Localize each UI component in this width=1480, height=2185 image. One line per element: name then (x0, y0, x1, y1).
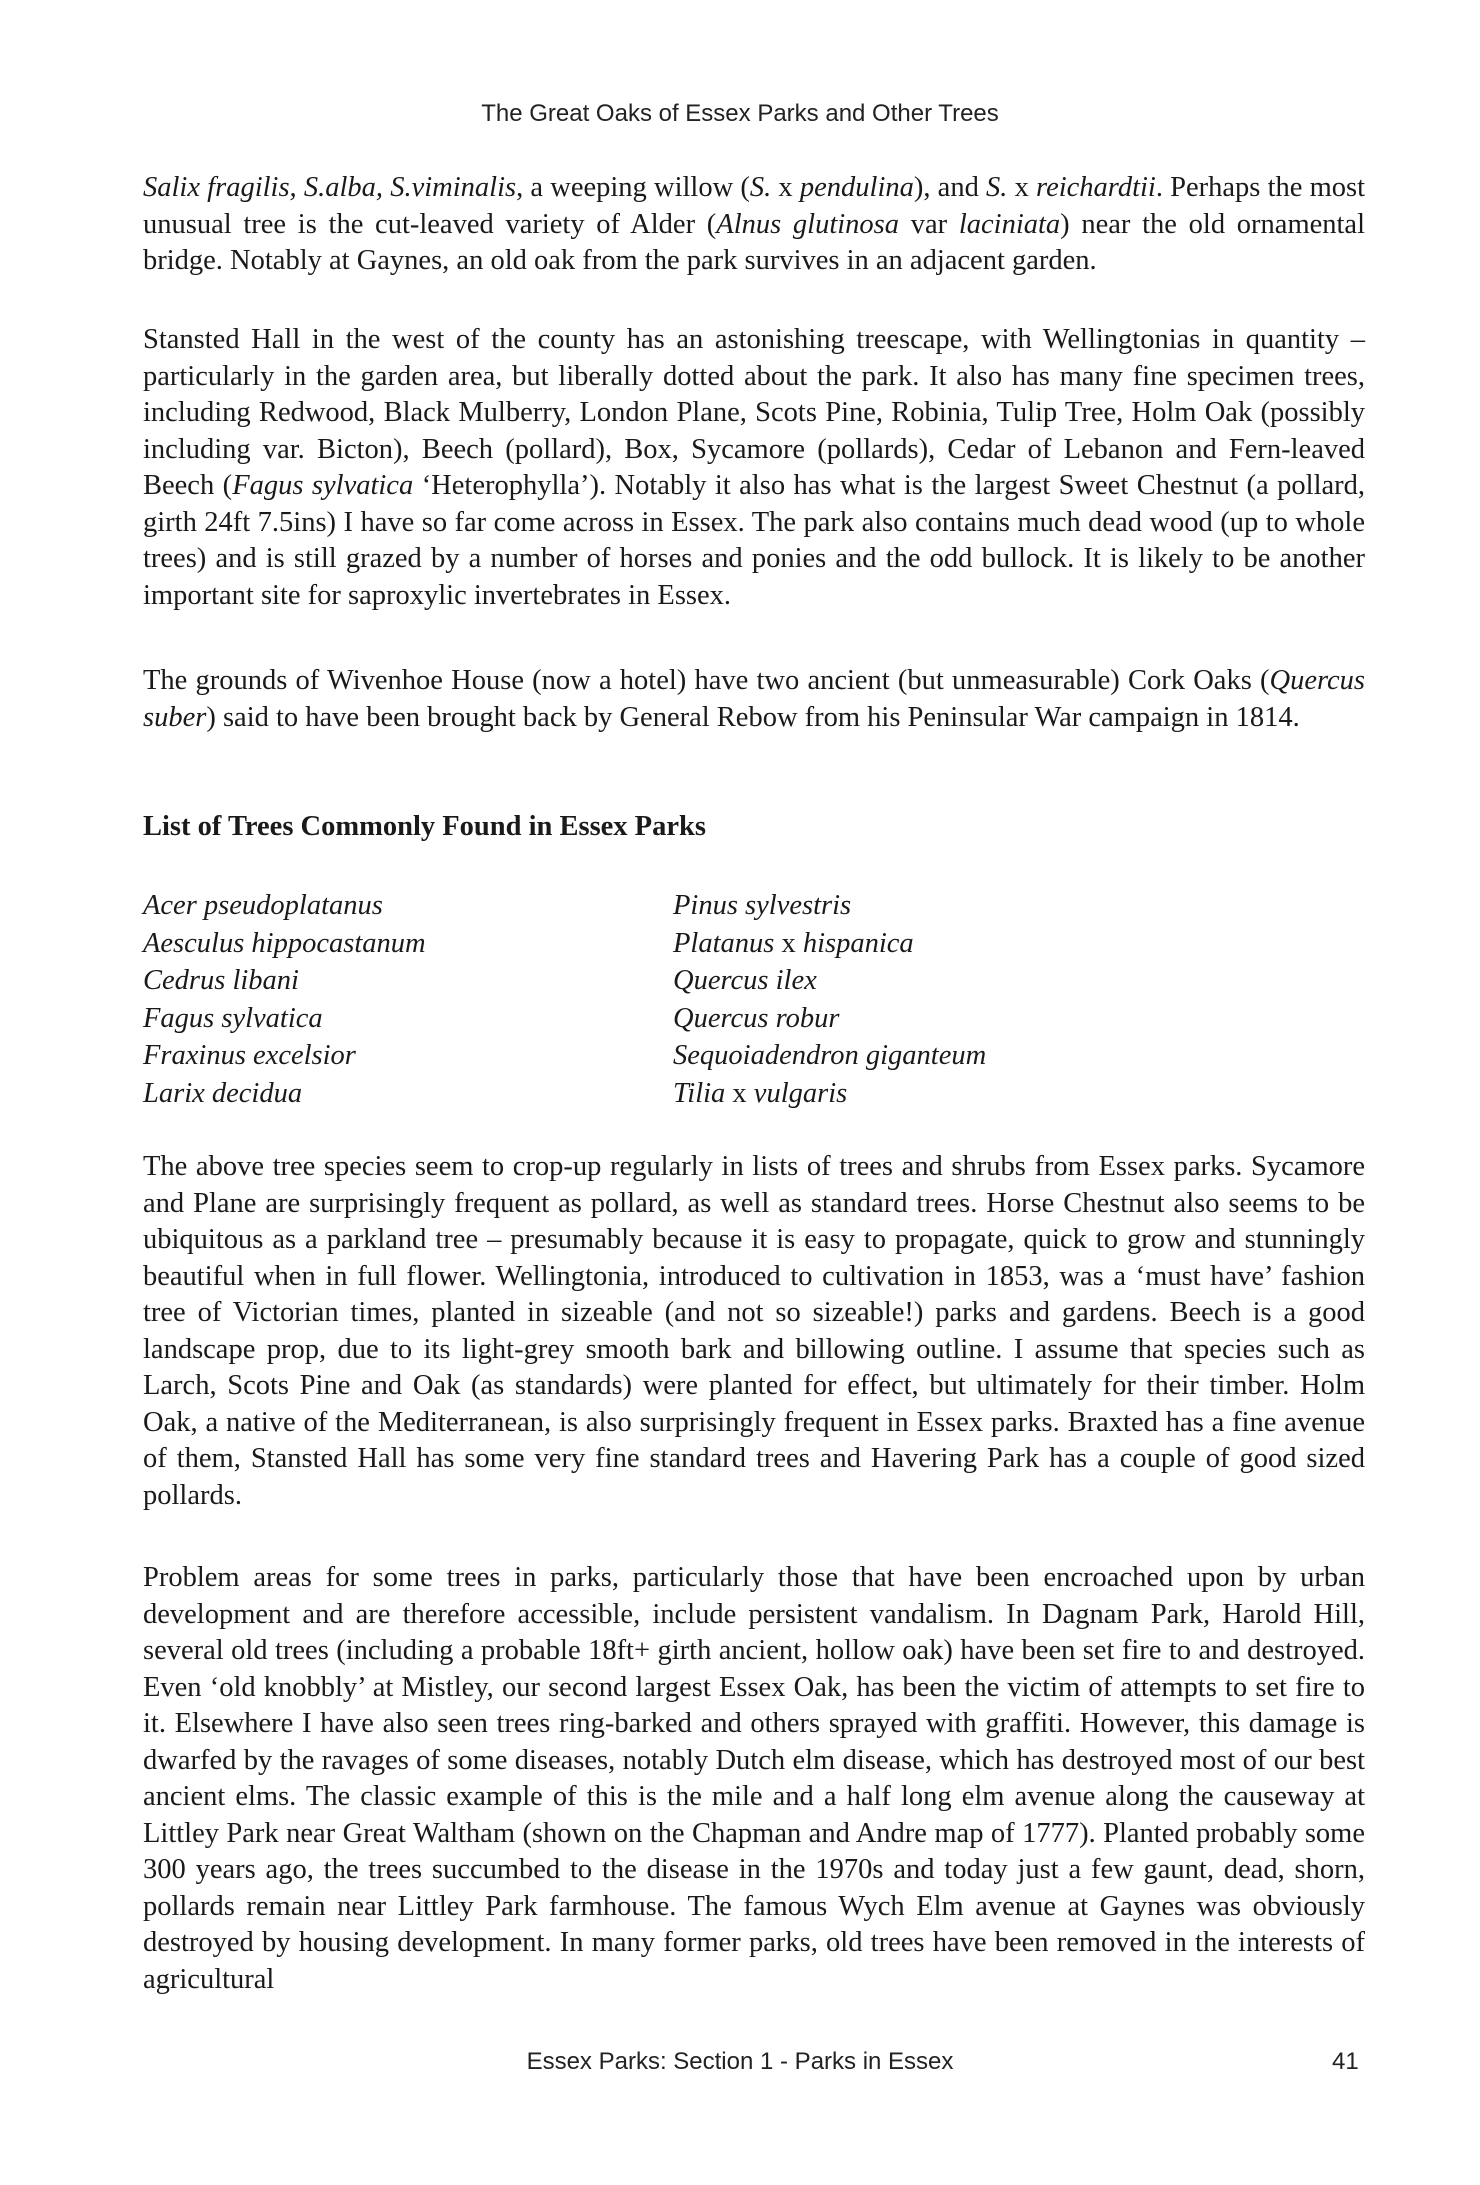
text-run: Stansted Hall in the west of the county has an astonishing treescape, with Wellingtonias in quantity – particularly in the garden area, but liberally dotted about the park. It also has many fine specimen trees, including Redwood, Black Mulberry, London Plane, Scots Pine, Robinia, Tulip Tree, Holm Oak (possibly including var. Bicton), Beech (pollard), Box, Sycamore (pollards), Cedar of Lebanon and Fern-leaved Beech ( (143, 324, 1365, 501)
species-name: S. (986, 172, 1008, 203)
paragraph-willows-alder (143, 170, 1365, 280)
species-name: Fagus sylvatica (232, 470, 414, 501)
genus-name: Tilia (673, 1077, 726, 1109)
text-run: . Perhaps the most unusual tree is the cut-leaved variety of Alder ( (143, 172, 1366, 240)
tree-list-heading: List of Trees Commonly Found in Essex Parks (143, 811, 706, 842)
tree-list-item: Quercus ilex (673, 965, 817, 996)
text-run: ), and (913, 172, 987, 203)
species-name: Quercus suber (143, 665, 1365, 733)
tree-list-item (673, 925, 986, 963)
tree-list-item: Sequoiadendron giganteum (673, 1040, 987, 1071)
genus-name: Platanus (673, 927, 775, 959)
species-name: laciniata (958, 208, 1061, 240)
species-name: pendulina (799, 172, 914, 203)
tree-list-item: Pinus sylvestris (673, 890, 852, 921)
hybrid-sign: x (774, 927, 803, 959)
species-name: S. (749, 172, 772, 203)
tree-list-item: Quercus robur (673, 1002, 840, 1034)
paragraph-stansted-hall (143, 322, 1365, 614)
text-run: x (771, 172, 800, 203)
running-header: The Great Oaks of Essex Parks and Other Trees (481, 100, 999, 127)
page-number: 41 (1332, 2048, 1359, 2075)
text-run: , a weeping willow ( (516, 172, 750, 203)
text-run: ‘Heterophylla’). Notably it also has what is the largest Sweet Chestnut (a pollard, girth 24ft 7.5ins) I have so far come across in Essex. The park also contains much dead wood (up to whole trees) and is still grazed by a number of horses and ponies and the odd bullock. It is likely to be another important site for saproxylic invertebrates in Essex. (143, 470, 1366, 611)
text-run: var (899, 208, 959, 240)
tree-list-item: Fagus sylvatica (143, 1002, 323, 1034)
tree-list-right-column (673, 887, 986, 1112)
tree-list-item: Acer pseudoplatanus (143, 890, 383, 921)
text-run: The grounds of Wivenhoe House (now a hotel) have two ancient (but unmeasurable) Cork Oaks ( (143, 665, 1270, 696)
paragraph-problem-areas: Problem areas for some trees in parks, particularly those that have been encroached upon by urban development and are therefore accessible, include persistent vandalism. In Dagnam Park, Harold Hill, several old trees (including a probable 18ft+ girth ancient, hollow oak) have been set fire to and destroyed. Even ‘old knobbly’ at Mistley, our second largest Essex Oak, has been the victim of attempts to set fire to it. Elsewhere I have also seen trees ring-barked and others sprayed with graffiti. However, this damage is dwarfed by the ravages of some diseases, notably Dutch elm disease, which has destroyed most of our best ancient elms. The classic example of this is the mile and a half long elm avenue along the causeway at Littley Park near Great Waltham (shown on the Chapman and Andre map of 1777). Planted probably some 300 years ago, the trees succumbed to the disease in the 1970s and today just a few gaunt, dead, shorn, pollards remain near Littley Park farmhouse. The famous Wych Elm avenue at Gaynes was obviously destroyed by housing development. In many former parks, old trees have been removed in the interests of agricultural (143, 1562, 1365, 1995)
tree-list-item: Aesculus hippocastanum (143, 927, 426, 959)
species-name: Salix fragilis, S.alba, S.viminalis (143, 172, 517, 203)
paragraph-species-commentary: The above tree species seem to crop-up regularly in lists of trees and shrubs from Essex parks. Sycamore and Plane are surprisingly frequent as pollard, as well as standard trees. Horse Chestnut also seems to be ubiquitous as a parkland tree – presumably because it is easy to propagate, quick to grow and stunningly beautiful when in full flower. Wellingtonia, introduced to cultivation in 1853, was a ‘must have’ fashion tree of Victorian times, planted in sizeable (and not so sizeable!) parks and gardens. Beech is a good landscape prop, due to its light-grey smooth bark and billowing outline. I assume that species such as Larch, Scots Pine and Oak (as standards) were planted for effect, but ultimately for their timber. Holm Oak, a native of the Mediterranean, is also surprisingly frequent in Essex parks. Braxted has a fine avenue of them, Stansted Hall has some very fine standard trees and Havering Park has a couple of good sized pollards. (143, 1151, 1365, 1511)
species-name: Alnus glutinosa (716, 208, 900, 240)
tree-list-left-column (143, 887, 426, 1112)
text-run: ) near the old ornamental bridge. Notably at Gaynes, an old oak from the park survives in an adjacent garden. (143, 208, 1365, 276)
species-name: reichardtii (1036, 172, 1156, 203)
text-run: x (1007, 172, 1037, 203)
tree-list-item: Fraxinus excelsior (143, 1040, 356, 1071)
epithet-name: vulgaris (753, 1077, 848, 1109)
paragraph-wivenhoe-house (143, 663, 1365, 736)
text-run: ) said to have been brought back by General Rebow from his Peninsular War campaign in 1814. (206, 701, 1300, 733)
tree-list-item: Cedrus libani (143, 965, 299, 996)
epithet-name: hispanica (802, 927, 914, 959)
tree-list-item: Larix decidua (143, 1077, 303, 1109)
hybrid-sign: x (725, 1077, 754, 1109)
tree-list-item (673, 1075, 986, 1113)
running-footer: Essex Parks: Section 1 - Parks in Essex (526, 2048, 954, 2075)
